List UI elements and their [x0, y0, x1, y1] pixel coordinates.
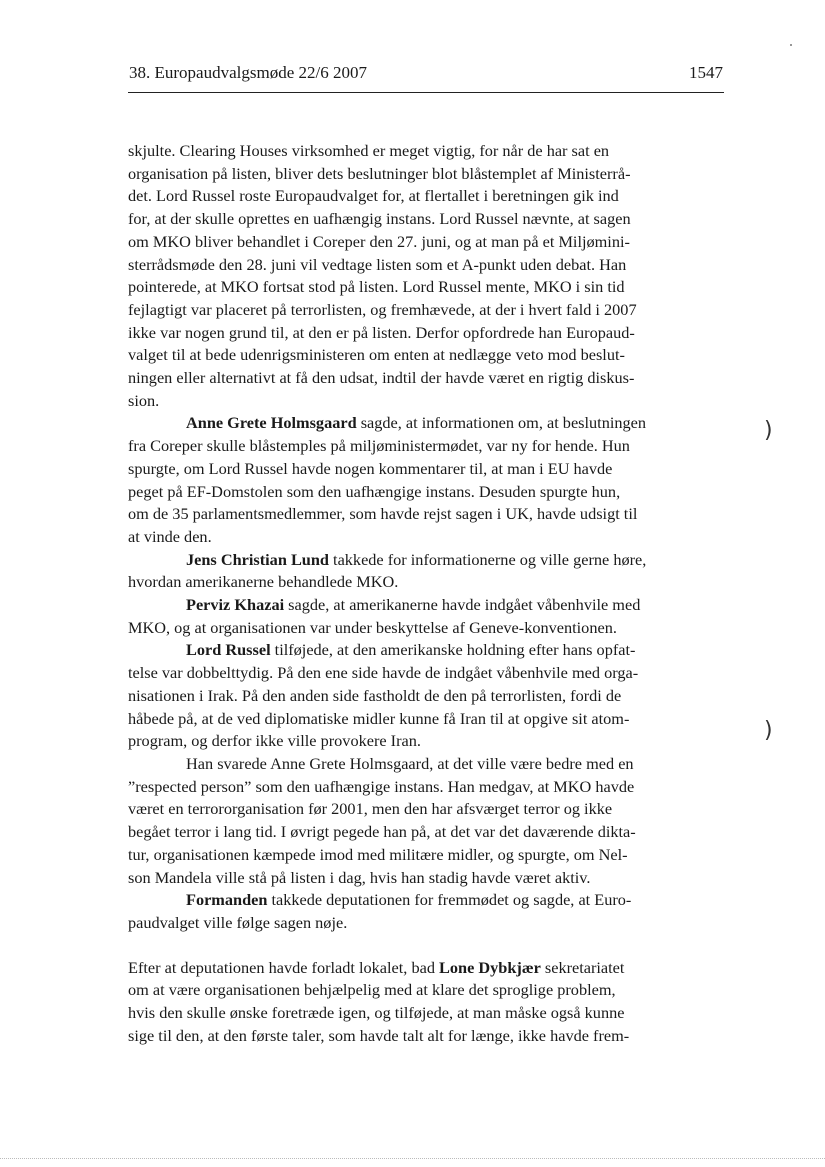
- margin-mark: ): [764, 418, 773, 443]
- paragraph-formanden: Formanden takkede deputationen for fremmødet og sagde, at Euro- paudvalget ville følge sagen nøje.: [128, 890, 632, 932]
- speaker-name: Jens Christian Lund: [186, 549, 329, 569]
- margin-mark: ): [764, 718, 773, 743]
- paragraph-after-deputation: Efter at deputationen havde forladt lokalet, bad Lone Dybkjær sekretariatet om at være organisationen behjælpelig med at klare det sproglige problem, hvis den skulle ønske foretræde igen, og tilføjede, at man måske også kunne sige til den, at den første taler, som havde talt alt for længe, ikke havde frem-: [128, 957, 630, 1045]
- paragraph-khazai: Perviz Khazai sagde, at amerikanerne havde indgået våbenhvile med MKO, og at organisationen var under beskyttelse af Geneve-konventionen.: [128, 595, 641, 637]
- speaker-name: Perviz Khazai: [186, 595, 285, 615]
- speaker-name: Formanden: [186, 890, 268, 910]
- speaker-name: Lone Dybkjær: [439, 957, 541, 977]
- scan-speck: [790, 44, 792, 46]
- speaker-name: Lord Russel: [186, 640, 271, 660]
- document-body: [128, 140, 714, 1047]
- page-number: 1547: [689, 63, 723, 82]
- header-title: 38. Europaudvalgsmøde 22/6 2007: [129, 63, 367, 82]
- paragraph-lund: Jens Christian Lund takkede for informationerne og ville gerne høre, hvordan amerikanerne behandlede MKO.: [128, 549, 647, 592]
- paragraph-russel-statement: skjulte. Clearing Houses virksomhed er meget vigtig, for når de har sat en organisation på listen, bliver dets beslutninger blot blåstemplet af Ministerrå- det. Lord Russel roste Europaudvalget for, at flertallet i beretningen gik ind for, at der skulle oprettes en uafhængig instans. Lord Russel nævnte, at sagen om MKO bliver behandlet i Coreper den 27. juni, og at man på et Miljømini- sterrådsmøde den 28. juni vil vedtage listen som et A-punkt uden debat. Han pointerede, at MKO fortsat stod på listen. Lord Russel mente, MKO i sin tid fejlagtigt var placeret på terrorlisten, og fremhævede, at der i hvert fald i 2007 ikke var nogen grund til, at den er på listen. Derfor opfordrede han Europaud- valget til at bede udenrigsministeren om enten at nedlægge veto mod beslut- ningen eller alternativt at få den udsat, indtil der havde været en rigtig diskus- sion.: [128, 141, 637, 410]
- header-rule: [128, 92, 724, 93]
- paragraph-russel-answer: Han svarede Anne Grete Holmsgaard, at det ville være bedre med en ”respected person” som den uafhængige instans. Han medgav, at MKO havde været en terrororganisation før 2001, men den har afsværget terror og ikke begået terror i lang tid. I øvrigt pegede han på, at det var det daværende dikta- tur, organisationen kæmpede imod med militære midler, og spurgte, om Nel- son Mandela ville stå på listen i dag, hvis han stadig havde været aktiv.: [128, 753, 636, 887]
- scan-edge: [0, 1158, 825, 1159]
- speaker-name: Anne Grete Holmsgaard: [186, 413, 357, 433]
- paragraph-russel-reply: Lord Russel tilføjede, at den amerikanske holdning efter hans opfat- telse var dobbelttydig. På den ene side havde de indgået våbenhvile med orga- nisationen i Irak. På den anden side fastholdt de den på terrorlisten, fordi de håbede på, at de ved diplomatiske midler kunne få Iran til at opgive sit atom- program, og derfor ikke ville provokere Iran.: [128, 640, 639, 751]
- paragraph-holmsgaard: Anne Grete Holmsgaard sagde, at informationen om, at beslutningen fra Coreper skulle blåstemples på miljøministermødet, var ny for hende. Hun spurgte, om Lord Russel havde nogen kommentarer til, at man i EU havde peget på EF-Domstolen som den uafhængige instans. Desuden spurgte hun, om de 35 parlamentsmedlemmer, som havde rejst sagen i UK, havde udsigt til at vinde den.: [128, 413, 647, 546]
